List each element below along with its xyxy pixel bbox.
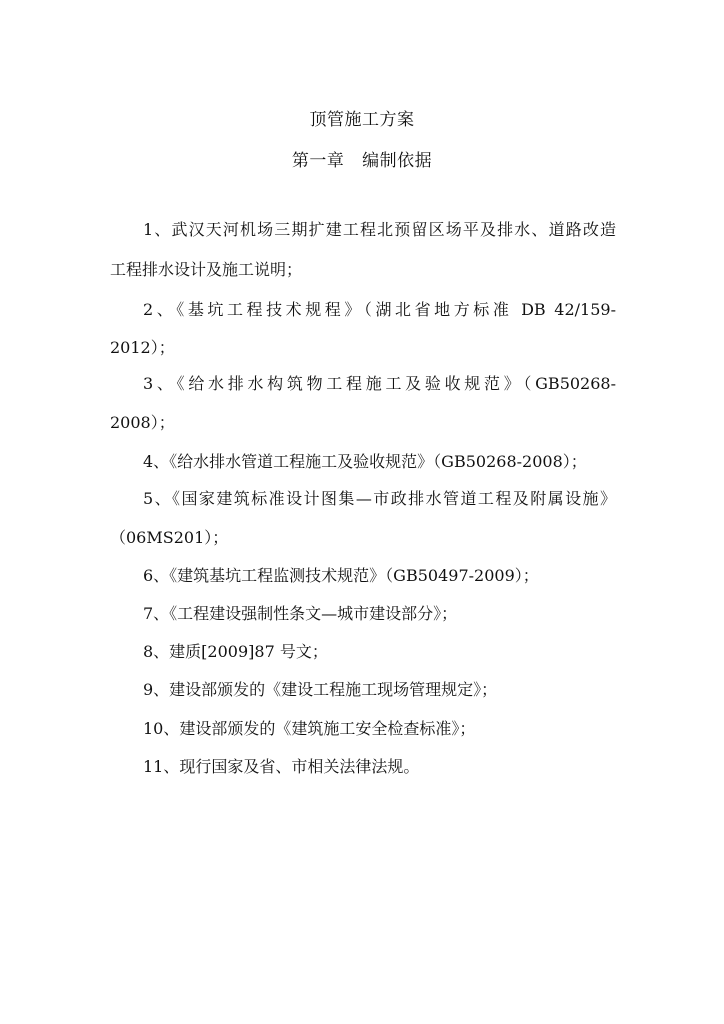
list-item-5: 5、《国家建筑标准设计图集—市政排水管道工程及附属设施》 xyxy=(143,489,616,508)
list-item-2: 2、《基坑工程技术规程》（湖北省地方标准 DB 42/159- xyxy=(143,300,616,319)
list-item-1-continued: 工程排水设计及施工说明； xyxy=(110,260,303,279)
document-title: 顶管施工方案 xyxy=(309,110,415,130)
list-item-8: 8、建质[2009]87 号文； xyxy=(143,642,328,661)
list-item-6: 6、《建筑基坑工程监测技术规范》（GB50497-2009）； xyxy=(143,566,539,585)
chapter-heading: 第一章 编制依据 xyxy=(291,151,433,171)
list-item-3-continued: 2008）； xyxy=(110,413,175,432)
list-item-1: 1、武汉天河机场三期扩建工程北预留区场平及排水、道路改造 xyxy=(143,220,616,239)
list-item-10: 10、建设部颁发的《建筑施工安全检查标准》； xyxy=(143,719,476,738)
list-item-7: 7、《工程建设强制性条文—城市建设部分》； xyxy=(143,604,458,623)
list-item-2-continued: 2012）； xyxy=(110,338,175,357)
list-item-11: 11、现行国家及省、市相关法律法规。 xyxy=(143,757,420,776)
list-item-5-continued: （06MS201）； xyxy=(110,528,229,547)
list-item-9: 9、建设部颁发的《建设工程施工现场管理规定》； xyxy=(143,680,498,699)
list-item-4: 4、《给水排水管道工程施工及验收规范》（GB50268-2008）； xyxy=(143,452,587,471)
list-item-3: 3、《给水排水构筑物工程施工及验收规范》（GB50268- xyxy=(143,374,616,393)
